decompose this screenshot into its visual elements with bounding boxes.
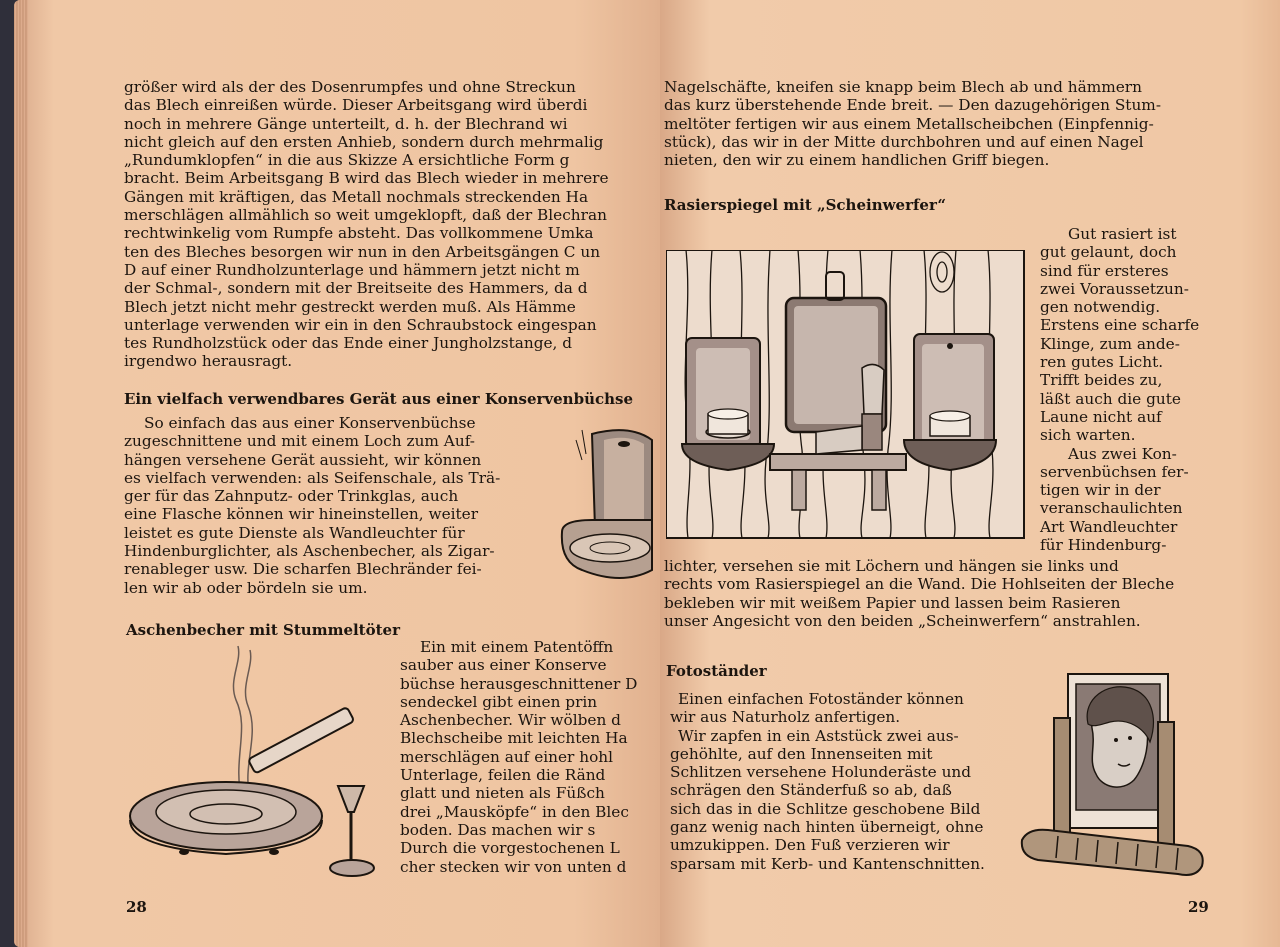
text-line: „Rundumklopfen“ in die aus Skizze A ersichtliche Form g [124, 151, 570, 170]
text-line: tes Rundholzstück oder das Ende einer Jungholzstange, d [124, 334, 573, 353]
right-page [660, 0, 1280, 947]
text-line: eine Flasche können wir hineinstellen, weiter [124, 505, 479, 524]
text-line: größer wird als der des Dosenrumpfes und ohne Streckun [124, 78, 576, 96]
text-line: nieten, den wir zu einem handlichen Griff biegen. [664, 151, 1050, 170]
text-line: sich das in die Schlitze geschobene Bild [670, 799, 981, 818]
text-line: Erstens eine scharfe [1040, 316, 1200, 335]
photo-stand-illustration [1018, 668, 1208, 882]
text-line: irgendwo herausragt. [124, 352, 293, 371]
right-paragraph-2 [1040, 225, 1210, 554]
text-line: das kurz überstehende Ende breit. — Den dazugehörigen Stum- [664, 96, 1161, 115]
text-line: gehöhlte, auf den Innenseiten mit [670, 744, 933, 763]
text-line: sind für ersteres [1040, 261, 1169, 280]
text-line: das Blech einreißen würde. Dieser Arbeitsgang wird überdi [124, 96, 588, 115]
left-paragraph-3 [400, 638, 660, 876]
text-line: sparsam mit Kerb- und Kantenschnitten. [670, 854, 985, 873]
heading-aschenbecher: Aschenbecher mit Stummeltöter [126, 621, 400, 639]
text-line: merschlägen auf einer hohl [400, 747, 614, 766]
text-line: Gut rasiert ist [1068, 225, 1177, 243]
wall-holder-illustration [552, 420, 660, 590]
text-line: es vielfach verwenden: als Seifenschale, als Trä- [124, 468, 501, 487]
page-number-left: 28 [126, 898, 147, 916]
text-line: Ein mit einem Patentöffn [420, 638, 614, 656]
text-line: für Hindenburg- [1040, 536, 1167, 555]
text-line: cher stecken wir von unten d [400, 857, 627, 876]
text-line: drei „Mausköpfe“ in den Blec [400, 802, 629, 821]
right-paragraph-4 [670, 690, 1000, 873]
text-line: wir aus Naturholz anfertigen. [670, 708, 901, 727]
ashtray-illustration [124, 640, 384, 890]
text-line: sendeckel gibt einen prin [400, 692, 598, 711]
left-page [14, 0, 660, 947]
text-line: D auf einer Rundholzunterlage und hämmern jetzt nicht m [124, 260, 580, 279]
text-line: bracht. Beim Arbeitsgang B wird das Blech wieder in mehrere [124, 169, 609, 188]
text-line: ten des Bleches besorgen wir nun in den Arbeitsgängen C un [124, 242, 601, 261]
text-line: der Schmal-, sondern mit der Breitseite des Hammers, da d [124, 279, 588, 298]
text-line: Aus zwei Kon- [1068, 444, 1177, 463]
text-line: tigen wir in der [1040, 481, 1161, 500]
text-line: zwei Voraussetzun- [1040, 279, 1189, 298]
text-line: Art Wandleuchter [1040, 517, 1178, 536]
text-line: len wir ab oder bördeln sie um. [124, 578, 368, 597]
text-line: sauber aus einer Konserve [400, 656, 607, 675]
left-paragraph-1 [124, 78, 660, 371]
text-line: veranschaulichten [1040, 499, 1183, 518]
text-line: Laune nicht auf [1040, 407, 1162, 426]
text-line: umzukippen. Den Fuß verzieren wir [670, 836, 950, 855]
text-line: gut gelaunt, doch [1040, 243, 1177, 262]
text-line: büchse herausgeschnittener D [400, 674, 638, 693]
text-line: unser Angesicht von den beiden „Scheinwerfern“ anstrahlen. [664, 611, 1141, 630]
text-line: meltöter fertigen wir aus einem Metallscheibchen (Einpfennig- [664, 114, 1154, 133]
text-line: sich warten. [1040, 426, 1136, 445]
heading-rasierspiegel: Rasierspiegel mit „Scheinwerfer“ [664, 196, 947, 214]
text-line: So einfach das aus einer Konservenbüchse [144, 414, 476, 432]
text-line: Klinge, zum ande- [1040, 334, 1180, 353]
text-line: ganz wenig nach hinten überneigt, ohne [670, 818, 984, 837]
page-edges [14, 0, 28, 947]
right-paragraph-1 [664, 78, 1210, 169]
text-line: Hindenburglichter, als Aschenbecher, als Zigar- [124, 542, 495, 561]
text-line: unterlage verwenden wir ein in den Schraubstock eingespan [124, 315, 597, 334]
text-line: Blechscheibe mit leichten Ha [400, 729, 628, 748]
text-line: merschlägen allmählich so weit umgeklopft, daß der Blechran [124, 206, 607, 225]
text-line: Schlitzen versehene Holunderäste und [670, 763, 972, 782]
left-paragraph-2 [124, 414, 544, 597]
text-line: renableger usw. Die scharfen Blechränder fei- [124, 560, 482, 579]
text-line: Gängen mit kräftigen, das Metall nochmals streckenden Ha [124, 187, 589, 206]
text-line: zugeschnittene und mit einem Loch zum Auf- [124, 432, 475, 451]
text-line: nicht gleich auf den ersten Anhieb, sondern durch mehrmalig [124, 132, 604, 151]
text-line: Einen einfachen Fotoständer können [678, 690, 964, 708]
text-line: bekleben wir mit weißem Papier und lassen beim Rasieren [664, 593, 1121, 612]
text-line: schrägen den Ständerfuß so ab, daß [670, 781, 952, 800]
right-paragraph-3 [664, 557, 1210, 630]
text-line: ren gutes Licht. [1040, 353, 1164, 372]
text-line: hängen versehene Gerät aussieht, wir können [124, 450, 482, 469]
page-number-right: 29 [1188, 898, 1209, 916]
text-line: rechtwinkelig vom Rumpfe absteht. Das vollkommene Umka [124, 224, 594, 243]
text-line: glatt und nieten als Füßch [400, 784, 605, 803]
text-line: rechts vom Rasierspiegel an die Wand. Die Hohlseiten der Bleche [664, 575, 1175, 594]
text-line: Wir zapfen in ein Aststück zwei aus- [678, 726, 959, 745]
text-line: stück), das wir in der Mitte durchbohren und auf einen Nagel [664, 132, 1144, 151]
text-line: Unterlage, feilen die Ränd [400, 766, 606, 785]
text-line: ger für das Zahnputz- oder Trinkglas, auch [124, 487, 459, 506]
text-line: Durch die vorgestochenen L [400, 839, 620, 858]
text-line: gen notwendig. [1040, 298, 1161, 317]
text-line: lichter, versehen sie mit Löchern und hängen sie links und [664, 557, 1119, 575]
heading-konservenbuechse: Ein vielfach verwendbares Gerät aus einer Konservenbüchse [124, 390, 634, 408]
text-line: Aschenbecher. Wir wölben d [400, 711, 621, 730]
text-line: servenbüchsen fer- [1040, 462, 1189, 481]
text-line: leistet es gute Dienste als Wandleuchter für [124, 523, 465, 542]
text-line: Blech jetzt nicht mehr gestreckt werden muß. Als Hämme [124, 297, 576, 316]
text-line: noch in mehrere Gänge unterteilt, d. h. der Blechrand wi [124, 114, 568, 133]
text-line: läßt auch die gute [1040, 389, 1181, 408]
text-line: boden. Das machen wir s [400, 820, 596, 839]
shaving-mirror-illustration [666, 250, 1026, 540]
text-line: Trifft beides zu, [1040, 371, 1163, 390]
text-line: Nagelschäfte, kneifen sie knapp beim Blech ab und hämmern [664, 78, 1142, 96]
heading-fotostaender: Fotoständer [666, 662, 767, 680]
